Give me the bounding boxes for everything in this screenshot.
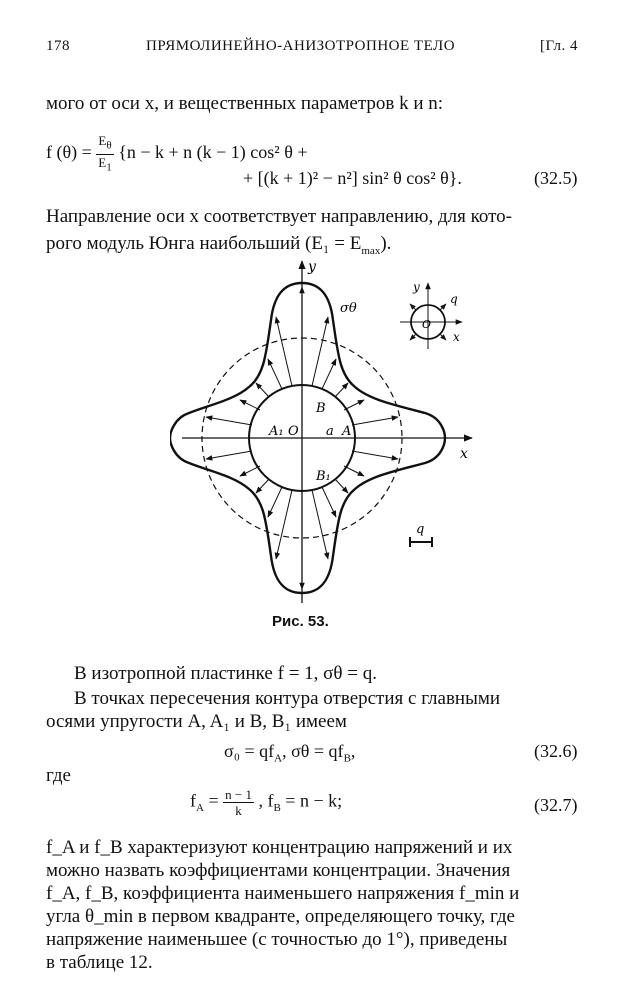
eq-line1-rest: {n − k + n (k − 1) cos² θ + bbox=[118, 142, 308, 163]
figure-caption: Рис. 53. bbox=[272, 613, 329, 630]
equation-32-6: $\sigma_0 = qf_A$, $\sigma\theta = qf_B$, bbox=[224, 741, 356, 765]
paragraph-continuation: мого от оси x, и вещественных параметров k и n: bbox=[46, 93, 444, 114]
chapter-label: [Гл. 4 bbox=[540, 38, 579, 54]
inset-diagram bbox=[400, 280, 462, 349]
equation-32-5-line2: + [(k + 1)² − n²] sin² θ cos² θ}. bbox=[243, 168, 462, 188]
paragraph-2-line1: Направление оси x соответствует направлению, для кото- bbox=[46, 206, 512, 227]
label-B: B bbox=[316, 401, 326, 416]
equation-32-7: $f_A$ = $\frac{n - 1}{k}$ , $f_B = n - k$; bbox=[190, 787, 343, 818]
equation-number-32-5: (32.5) bbox=[534, 168, 578, 188]
label-a: a bbox=[326, 424, 334, 439]
label-sigma: σθ bbox=[340, 301, 357, 316]
equation-number-32-7: (32.7) bbox=[534, 795, 578, 815]
running-title: ПРЯМОЛИНЕЙНО-АНИЗОТРОПНОЕ ТЕЛО bbox=[146, 38, 456, 54]
paragraph-5-line4: угла θ_min в первом квадранте, определяющего точку, где bbox=[46, 906, 515, 927]
figure-53 bbox=[170, 255, 490, 615]
paragraph-4-line2: осями упругости A, A₁ и B, B₁ имеем bbox=[46, 711, 347, 732]
eq-lhs: f (θ) = bbox=[46, 142, 92, 163]
paragraph-5-line6: в таблице 12. bbox=[46, 952, 153, 973]
paragraph-3: В изотропной пластинке f = 1, σθ = q. bbox=[74, 663, 377, 684]
page-number: 178 bbox=[46, 38, 70, 54]
inset-label-O: O bbox=[422, 318, 432, 331]
paragraph-4-line1: В точках пересечения контура отверстия с главными bbox=[74, 688, 501, 709]
inset-label-x: x bbox=[453, 330, 460, 344]
scale-label-q: q bbox=[416, 522, 425, 537]
paragraph-5-line1: f_A и f_B характеризуют концентрацию напряжений и их bbox=[46, 837, 513, 858]
label-A: A bbox=[342, 424, 352, 439]
inset-label-y: y bbox=[413, 280, 420, 294]
scale-bar bbox=[410, 522, 432, 547]
label-x: x bbox=[460, 446, 468, 462]
paragraph-2-line2: рого модуль Юнга наибольший $(E_1 = E_{max})$. bbox=[46, 233, 392, 257]
eq-fraction-32-7: $\frac{n - 1}{k}$ bbox=[225, 787, 252, 818]
equation-number-32-6: (32.6) bbox=[534, 741, 578, 761]
paragraph-5-line5: напряжение наименьшее (с точностью до 1°), приведены bbox=[46, 929, 508, 950]
eq-fraction: $\frac{E_\theta}{E_1}$ bbox=[98, 133, 112, 174]
paragraph-5-line3: f_A, f_B, коэффициента наименьшего напряжения f_min и bbox=[46, 883, 520, 904]
inset-label-q: q bbox=[450, 292, 458, 306]
label-B1: B₁ bbox=[316, 469, 331, 484]
label-O: O bbox=[288, 424, 299, 439]
paragraph-5-line2: можно назвать коэффициентами концентрации. Значения bbox=[46, 860, 511, 881]
where-label: где bbox=[46, 765, 71, 786]
label-A1: A₁ bbox=[269, 424, 284, 439]
label-y: y bbox=[308, 259, 316, 275]
